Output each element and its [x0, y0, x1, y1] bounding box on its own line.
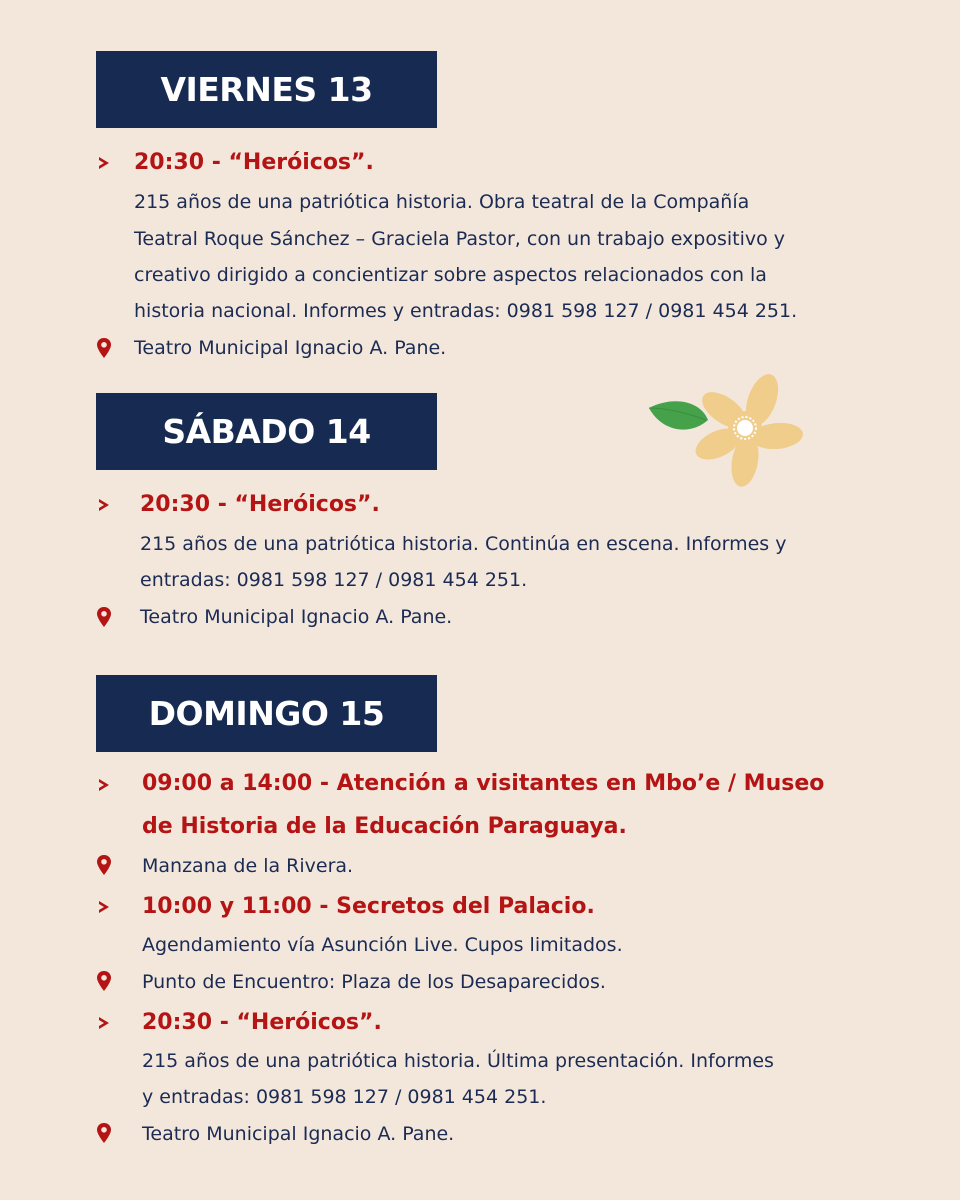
event-title: 09:00 a 14:00 - Atención a visitantes en Mbo’e / Museo — [142, 771, 825, 796]
event-description-line: y entradas: 0981 598 127 / 0981 454 251. — [142, 1086, 547, 1108]
event-description-line: Teatral Roque Sánchez – Graciela Pastor, con un trabajo expositivo y — [134, 228, 786, 250]
event-title: de Historia de la Educación Paraguaya. — [142, 814, 627, 839]
location-pin-icon — [96, 854, 112, 876]
location-pin-icon — [96, 1122, 112, 1144]
location-pin-icon — [96, 606, 112, 628]
location-pin-icon — [96, 337, 112, 359]
day-header-viernes — [96, 51, 437, 128]
flower-decoration — [644, 370, 808, 492]
day-header-domingo — [96, 675, 437, 752]
leaf-icon — [649, 401, 708, 429]
day-header-sabado — [96, 393, 437, 470]
event-title: 20:30 - “Heróicos”. — [140, 492, 380, 517]
event-description-line: Agendamiento vía Asunción Live. Cupos limitados. — [142, 934, 623, 956]
event-description-line: 215 años de una patriótica historia. Continúa en escena. Informes y — [140, 533, 787, 555]
event-title: 20:30 - “Heróicos”. — [134, 150, 374, 175]
event-description-line: historia nacional. Informes y entradas: 0981 598 127 / 0981 454 251. — [134, 300, 798, 322]
event-description-line: 215 años de una patriótica historia. Última presentación. Informes — [142, 1050, 774, 1072]
chevron-right-icon — [96, 155, 112, 177]
chevron-right-icon — [96, 777, 112, 799]
location-text: Teatro Municipal Ignacio A. Pane. — [134, 337, 447, 359]
chevron-right-icon — [96, 497, 112, 519]
event-title: 10:00 y 11:00 - Secretos del Palacio. — [142, 894, 595, 919]
event-description-line: creativo dirigido a concientizar sobre aspectos relacionados con la — [134, 264, 767, 286]
location-text: Punto de Encuentro: Plaza de los Desaparecidos. — [142, 971, 606, 993]
event-description-line: 215 años de una patriótica historia. Obra teatral de la Compañía — [134, 191, 750, 213]
location-text: Manzana de la Rivera. — [142, 855, 354, 877]
flower-icon — [691, 370, 804, 489]
location-text: Teatro Municipal Ignacio A. Pane. — [140, 606, 453, 628]
event-description-line: entradas: 0981 598 127 / 0981 454 251. — [140, 569, 528, 591]
location-text: Teatro Municipal Ignacio A. Pane. — [142, 1123, 455, 1145]
day-label: VIERNES 13 — [160, 70, 373, 109]
day-label: SÁBADO 14 — [162, 412, 371, 451]
location-pin-icon — [96, 970, 112, 992]
chevron-right-icon — [96, 899, 112, 921]
chevron-right-icon — [96, 1015, 112, 1037]
day-label: DOMINGO 15 — [148, 694, 385, 733]
event-title: 20:30 - “Heróicos”. — [142, 1010, 382, 1035]
